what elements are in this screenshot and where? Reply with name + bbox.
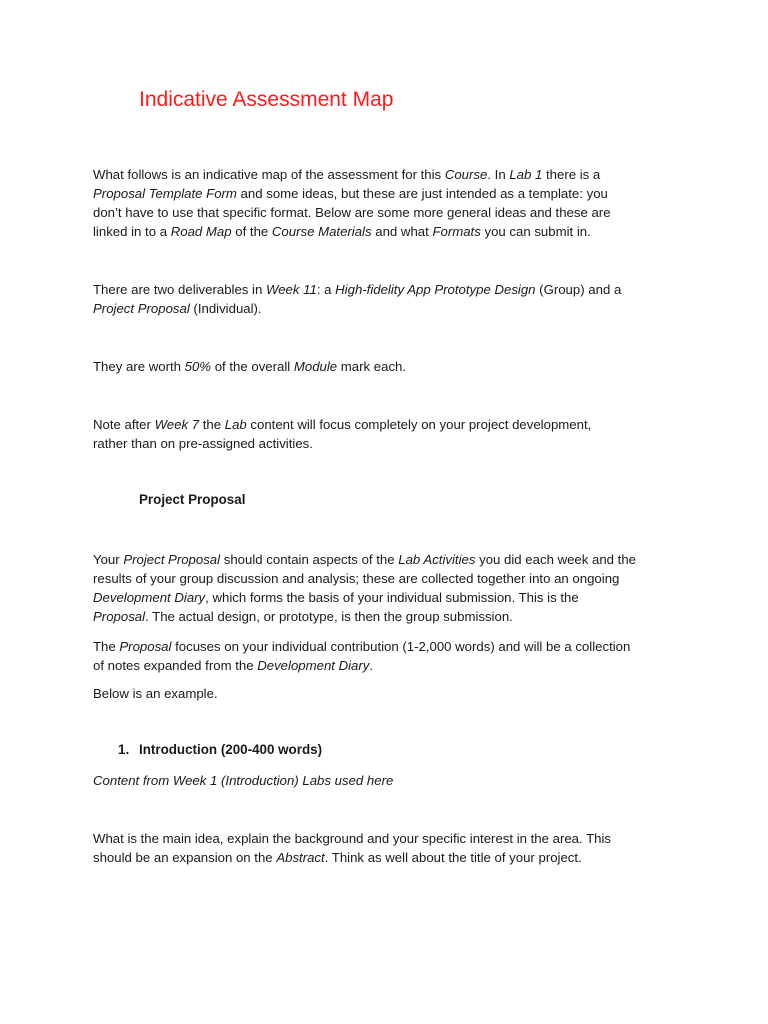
worth-paragraph: They are worth 50% of the overall Module mark each. <box>93 359 407 374</box>
content-note: Content from Week 1 (Introduction) Labs used here <box>93 773 394 788</box>
focus-paragraph: The Proposal focuses on your individual contribution (1-2,000 words) and will be a collection of notes expanded from the Development Diary. <box>93 639 631 673</box>
list-item-title: Introduction (200-400 words) <box>139 742 323 757</box>
list-number: 1. <box>118 742 130 757</box>
page-title: Indicative Assessment Map <box>139 88 394 111</box>
section-heading: Project Proposal <box>139 492 246 507</box>
note-paragraph: Note after Week 7 the Lab content will focus completely on your project development, rather than on pre-assigned activities. <box>93 417 592 451</box>
deliverables-paragraph: There are two deliverables in Week 11: a High-fidelity App Prototype Design (Group) and a Project Proposal (Individual). <box>93 282 622 316</box>
item-body-paragraph: What is the main idea, explain the background and your specific interest in the area. This should be an expansion on the Abstract. Think as well about the title of your project. <box>93 831 612 865</box>
example-paragraph: Below is an example. <box>93 686 218 701</box>
list-item-heading <box>118 742 322 757</box>
intro-paragraph: What follows is an indicative map of the assessment for this Course. In Lab 1 there is a Proposal Template Form and some ideas, but these are just intended as a template: you don’t have to use that specific format. Below are some more general ideas and these are linked in to a Road Map of the Course Materials and what Formats you can submit in. <box>93 167 611 239</box>
proposal-paragraph: Your Project Proposal should contain aspects of the Lab Activities you did each week and the results of your group discussion and analysis; these are collected together into an ongoing Development Diary, which forms the basis of your individual submission. This is the Proposal. The actual design, or prototype, is then the group submission. <box>93 552 637 624</box>
